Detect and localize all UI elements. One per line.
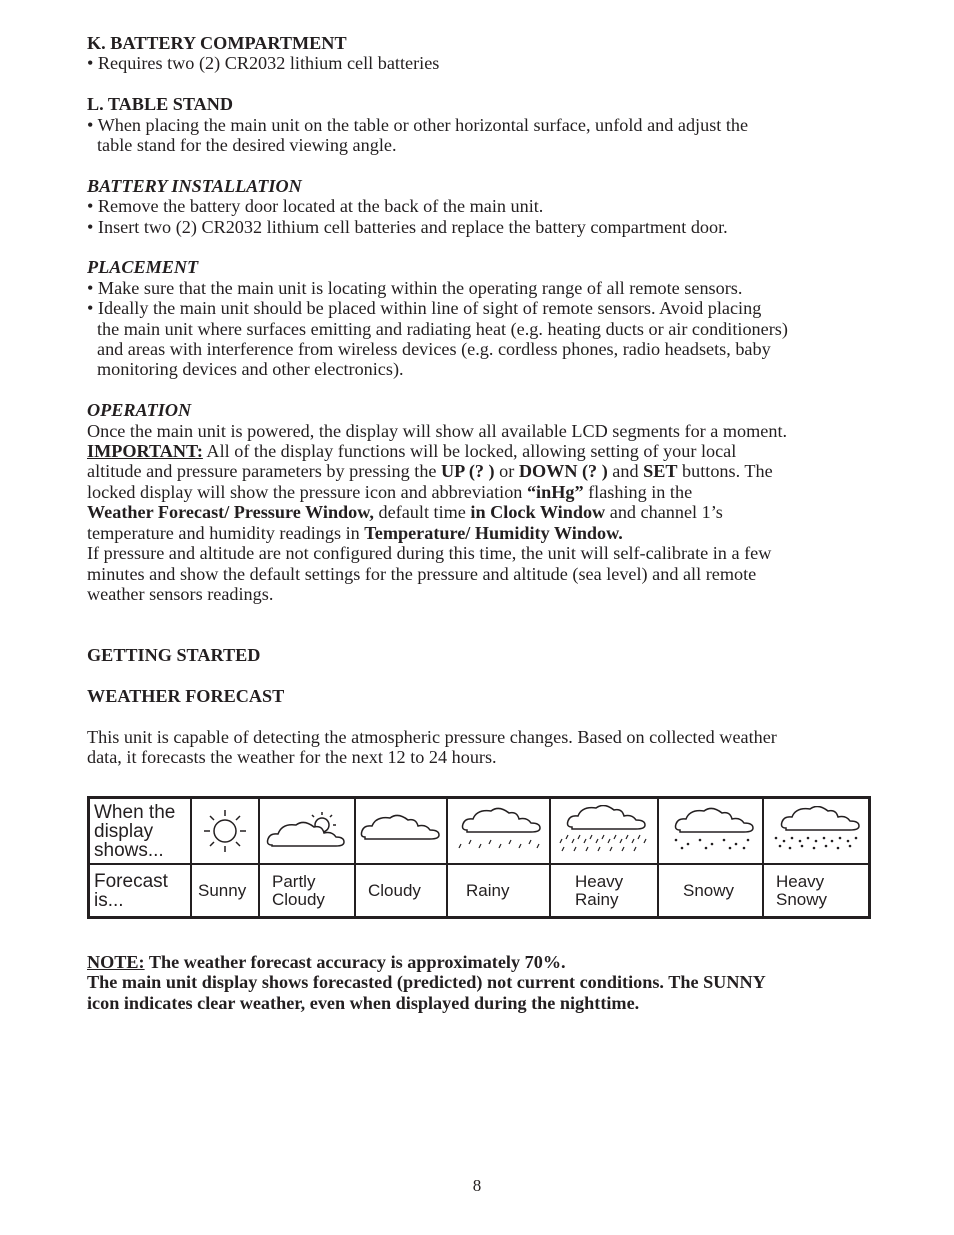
getting-started-section <box>87 645 887 665</box>
sunny-icon <box>192 799 258 863</box>
partly-cloudy-icon <box>260 799 354 863</box>
table-stand-section <box>87 94 887 155</box>
battery-installation-bullet: • Remove the battery door located at the back of the main unit. <box>87 196 544 217</box>
weather-forecast-window-label: Weather Forecast/ Pressure Window, <box>87 502 374 523</box>
placement-bullet-line: • Ideally the main unit should be placed within line of sight of remote sensors. Avoid placing <box>87 298 762 319</box>
table-stand-bullet-line: table stand for the desired viewing angle. <box>97 135 397 156</box>
forecast-label-text: Heavy <box>575 871 624 891</box>
heavy-rainy-icon-cell <box>550 798 658 865</box>
battery-installation-section <box>87 176 887 237</box>
manual-page-body <box>87 33 887 768</box>
forecast-label-text: Snowy <box>683 880 735 900</box>
note-line <box>87 952 766 972</box>
header-line: shows... <box>94 839 164 861</box>
cloudy-icon <box>356 799 446 863</box>
battery-compartment-section <box>87 33 887 74</box>
up-button-label: UP (? ) <box>441 461 495 482</box>
operation-text-line <box>87 461 887 481</box>
forecast-label-heavy-snowy <box>763 864 870 918</box>
operation-text-line: minutes and show the default settings for the pressure and altitude (sea level) and all remote <box>87 563 757 584</box>
weather-forecast-intro <box>87 727 887 768</box>
forecast-label-text: Cloudy <box>368 880 421 900</box>
rainy-icon <box>448 799 549 863</box>
forecast-label-cloudy <box>355 864 447 918</box>
placement-section <box>87 257 887 379</box>
operation-text: and <box>607 461 644 482</box>
note-label: NOTE: <box>87 952 145 972</box>
placement-heading: PLACEMENT <box>87 257 199 278</box>
operation-heading: OPERATION <box>87 400 192 421</box>
heavy-snowy-icon-cell <box>763 798 870 865</box>
forecast-label-text: Cloudy <box>272 889 325 909</box>
operation-text-line <box>87 523 887 543</box>
inhg-label: “inHg” <box>526 481 584 502</box>
down-button-label: DOWN (? ) <box>518 461 608 482</box>
operation-text: locked display will show the pressure icon and abbreviation <box>87 481 527 502</box>
battery-compartment-heading: K. BATTERY COMPARTMENT <box>87 33 347 53</box>
page-number: 8 <box>472 1176 482 1195</box>
battery-installation-bullet: • Insert two (2) CR2032 lithium cell batteries and replace the battery compartment door. <box>87 216 728 237</box>
display-shows-header <box>89 798 192 865</box>
forecast-table <box>87 796 871 919</box>
weather-forecast-heading-block <box>87 686 887 706</box>
placement-bullet-line: monitoring devices and other electronics). <box>97 359 404 380</box>
note-section <box>87 952 766 1013</box>
operation-text: buttons. The <box>677 461 773 482</box>
forecast-label-partly-cloudy <box>259 864 355 918</box>
forecast-label-text: Sunny <box>198 880 247 900</box>
note-text: The main unit display shows forecasted (predicted) not current conditions. The SUNNY <box>87 972 766 993</box>
weather-forecast-text-line: This unit is capable of detecting the atmospheric pressure changes. Based on collected weather <box>87 726 777 747</box>
forecast-label-text: Partly <box>272 871 316 891</box>
cloudy-icon-cell <box>355 798 447 865</box>
partly-cloudy-icon-cell <box>259 798 355 865</box>
header-line: Forecast <box>94 870 168 892</box>
operation-text: or <box>494 461 519 482</box>
forecast-label-text: Snowy <box>776 889 828 909</box>
operation-text-line <box>87 441 887 461</box>
operation-text-line: weather sensors readings. <box>87 583 274 604</box>
weather-forecast-heading: WEATHER FORECAST <box>87 685 285 706</box>
placement-bullet-line: and areas with interference from wireless devices (e.g. cordless phones, radio headsets, baby <box>97 339 771 360</box>
forecast-is-header <box>89 864 192 918</box>
header-line: is... <box>94 889 124 911</box>
set-button-label: SET <box>643 461 678 482</box>
operation-text: altitude and pressure parameters by pressing the <box>87 461 442 482</box>
operation-text: flashing in the <box>583 481 693 502</box>
forecast-label-text: Heavy <box>776 871 825 891</box>
snowy-icon <box>659 799 762 863</box>
operation-text-line <box>87 482 887 502</box>
important-label: IMPORTANT: <box>87 441 203 462</box>
note-text: The weather forecast accuracy is approximately 70%. <box>144 952 566 972</box>
sunny-icon-cell <box>191 798 259 865</box>
forecast-label-text: Rainy <box>466 880 510 900</box>
forecast-label-text: Rainy <box>575 889 619 909</box>
temperature-window-label: Temperature/ Humidity Window. <box>364 522 623 543</box>
header-line: display <box>94 820 154 842</box>
note-line <box>87 972 766 992</box>
battery-installation-heading: BATTERY INSTALLATION <box>87 175 302 196</box>
forecast-label-snowy <box>658 864 763 918</box>
heavy-snowy-icon <box>764 799 868 863</box>
forecast-label-row <box>89 864 870 918</box>
operation-text: temperature and humidity readings in <box>87 522 365 543</box>
forecast-label-sunny <box>191 864 259 918</box>
header-line: When the <box>94 801 176 823</box>
operation-text: default time <box>373 502 471 523</box>
battery-compartment-bullet: • Requires two (2) CR2032 lithium cell batteries <box>87 53 440 74</box>
getting-started-heading: GETTING STARTED <box>87 645 261 666</box>
forecast-label-rainy <box>447 864 550 918</box>
operation-section <box>87 400 887 604</box>
operation-text: All of the display functions will be locked, allowing setting of your local <box>202 441 737 462</box>
placement-bullet: • Make sure that the main unit is locating within the operating range of all remote sensors. <box>87 277 743 298</box>
note-text: icon indicates clear weather, even when displayed during the nighttime. <box>87 992 640 1013</box>
weather-forecast-text-line: data, it forecasts the weather for the next 12 to 24 hours. <box>87 747 497 768</box>
table-stand-bullet-line: • When placing the main unit on the table or other horizontal surface, unfold and adjust the <box>87 114 749 135</box>
operation-text-line: Once the main unit is powered, the display will show all available LCD segments for a moment. <box>87 420 788 441</box>
rainy-icon-cell <box>447 798 550 865</box>
operation-text: and channel 1’s <box>605 502 723 523</box>
note-line <box>87 993 766 1013</box>
clock-window-label: in Clock Window <box>470 502 606 523</box>
snowy-icon-cell <box>658 798 763 865</box>
heavy-rainy-icon <box>551 799 657 863</box>
operation-text-line <box>87 502 887 522</box>
operation-text-line: If pressure and altitude are not configured during this time, the unit will self-calibrate in a few <box>87 543 772 564</box>
forecast-label-heavy-rainy <box>550 864 658 918</box>
forecast-icon-row <box>89 798 870 865</box>
table-stand-heading: L. TABLE STAND <box>87 94 234 115</box>
placement-bullet-line: the main unit where surfaces emitting and radiating heat (e.g. heating ducts or air conditioners) <box>97 318 788 339</box>
